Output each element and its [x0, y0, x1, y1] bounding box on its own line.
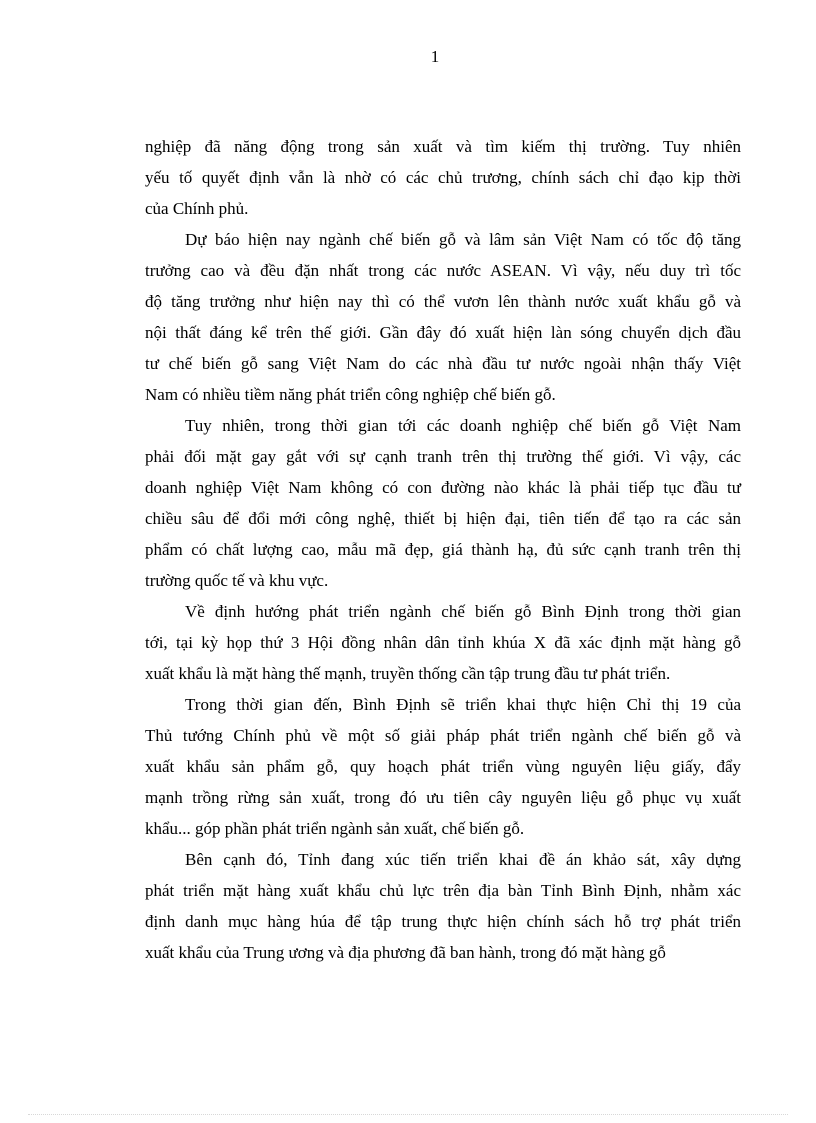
text-line: tới, tại kỳ họp thứ 3 Hội đồng nhân dân tỉnh khúa X đã xác định mặt hàng gỗ [145, 633, 741, 652]
text-line: định danh mục hàng húa để tập trung thực hiện chính sách hỗ trợ phát triển [145, 912, 741, 931]
text-line: độ tăng trưởng như hiện nay thì có thể vươn lên thành nước xuất khẩu gỗ và [145, 292, 741, 311]
text-line: mạnh trồng rừng sản xuất, trong đó ưu tiên cây nguyên liệu gỗ phục vụ xuất [145, 788, 741, 807]
document-body [145, 131, 741, 968]
paragraph [145, 844, 741, 968]
text-line: của Chính phủ. [145, 199, 249, 218]
text-line: phải đối mặt gay gắt với sự cạnh tranh trên thị trường thế giới. Vì vậy, các [145, 447, 741, 466]
page-bottom-divider [28, 1114, 788, 1115]
text-line: xuất khẩu là mặt hàng thế mạnh, truyền thống cần tập trung đầu tư phát triển. [145, 664, 671, 683]
text-line: phẩm có chất lượng cao, mẫu mã đẹp, giá thành hạ, đủ sức cạnh tranh trên thị [145, 540, 741, 559]
text-line: trường quốc tế và khu vực. [145, 571, 329, 590]
text-line: chiều sâu để đổi mới công nghệ, thiết bị hiện đại, tiên tiến để tạo ra các sản [145, 509, 741, 528]
text-line: khẩu... góp phần phát triển ngành sản xuất, chế biến gỗ. [145, 819, 525, 838]
page-number: 1 [430, 47, 440, 66]
text-line: Nam có nhiều tiềm năng phát triển công nghiệp chế biến gỗ. [145, 385, 556, 404]
text-line: trưởng cao và đều đặn nhất trong các nước ASEAN. Vì vậy, nếu duy trì tốc [145, 261, 741, 280]
paragraph [145, 224, 741, 410]
text-line: yếu tố quyết định vẫn là nhờ có các chủ trương, chính sách chỉ đạo kịp thời [145, 168, 741, 187]
text-line: xuất khẩu của Trung ương và địa phương đã ban hành, trong đó mặt hàng gỗ [145, 943, 666, 962]
paragraph [145, 689, 741, 844]
text-line: tư chế biến gỗ sang Việt Nam do các nhà đầu tư nước ngoài nhận thấy Việt [145, 354, 741, 373]
text-line: Dự báo hiện nay ngành chế biến gỗ và lâm sản Việt Nam có tốc độ tăng [185, 230, 741, 249]
text-line: Về định hướng phát triển ngành chế biến gỗ Bình Định trong thời gian [185, 602, 741, 621]
text-line: nghiệp đã năng động trong sản xuất và tìm kiếm thị trường. Tuy nhiên [145, 137, 741, 156]
text-line: Trong thời gian đến, Bình Định sẽ triển khai thực hiện Chỉ thị 19 của [185, 695, 741, 714]
paragraph [145, 596, 741, 689]
paragraph [145, 131, 741, 224]
paragraph [145, 410, 741, 596]
text-line: Thủ tướng Chính phủ về một số giải pháp phát triển ngành chế biến gỗ và [145, 726, 741, 745]
text-line: xuất khẩu sản phẩm gỗ, quy hoạch phát triển vùng nguyên liệu giấy, đẩy [145, 757, 741, 776]
text-line: nội thất đáng kể trên thế giới. Gần đây đó xuất hiện làn sóng chuyển dịch đầu [145, 323, 741, 342]
text-line: phát triển mặt hàng xuất khẩu chủ lực trên địa bàn Tỉnh Bình Định, nhằm xác [145, 881, 741, 900]
text-line: Tuy nhiên, trong thời gian tới các doanh nghiệp chế biến gỗ Việt Nam [185, 416, 741, 435]
text-line: Bên cạnh đó, Tỉnh đang xúc tiến triển khai đề án khảo sát, xây dựng [185, 850, 741, 869]
text-line: doanh nghiệp Việt Nam không có con đường nào khác là phải tiếp tục đầu tư [145, 478, 741, 497]
